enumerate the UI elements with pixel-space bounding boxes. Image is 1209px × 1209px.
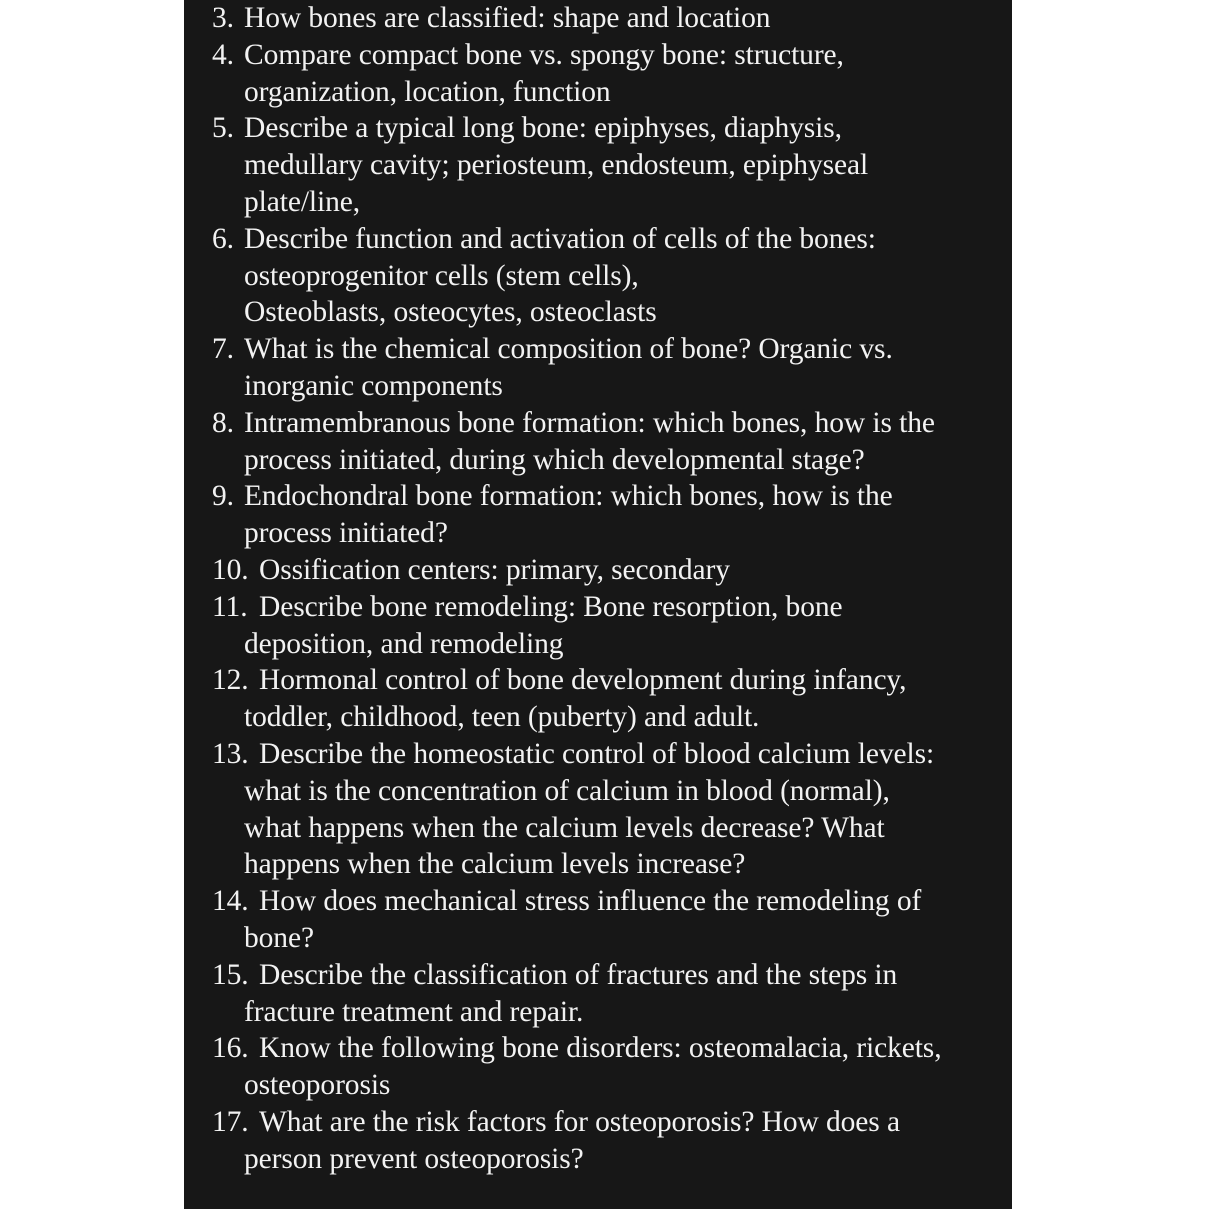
- item-number: 6.: [212, 222, 234, 255]
- list-item-10: [212, 552, 941, 589]
- list-item-13: [212, 736, 941, 883]
- list-item-6: [212, 221, 941, 331]
- item-text-line: Describe a typical long bone: epiphyses, diaphysis,: [244, 112, 842, 145]
- item-number: 16.: [212, 1032, 249, 1065]
- item-text-line: Hormonal control of bone development during infancy,: [259, 664, 907, 697]
- item-number: 14.: [212, 885, 249, 918]
- item-text-line: Compare compact bone vs. spongy bone: structure,: [244, 38, 844, 71]
- list-item-7: [212, 331, 941, 405]
- item-text-line: Know the following bone disorders: osteomalacia, rickets,: [259, 1032, 942, 1065]
- list-item-3: [212, 0, 941, 37]
- item-text-line: process initiated, during which developmental stage?: [244, 443, 865, 476]
- item-text-line: Describe the classification of fractures and the steps in: [259, 958, 898, 991]
- list-item-12: [212, 662, 941, 736]
- list-item-17: [212, 1104, 941, 1178]
- list-item-4: [212, 37, 941, 111]
- item-text-line: Describe bone remodeling: Bone resorption, bone: [259, 590, 843, 623]
- item-number: 15.: [212, 958, 249, 991]
- item-text-line: deposition, and remodeling: [244, 627, 564, 660]
- item-text-line: Intramembranous bone formation: which bones, how is the: [244, 406, 935, 439]
- item-text-line: Ossification centers: primary, secondary: [259, 553, 730, 586]
- item-text-line: Describe the homeostatic control of blood calcium levels:: [259, 737, 935, 770]
- item-number: 3.: [212, 2, 234, 34]
- item-number: 8.: [212, 406, 234, 439]
- list-item-14: [212, 883, 941, 957]
- list-item-5: [212, 110, 941, 220]
- item-text-line: How does mechanical stress influence the remodeling of: [259, 885, 922, 918]
- item-text-line: plate/line,: [244, 185, 361, 218]
- item-text-line: inorganic components: [244, 369, 503, 402]
- item-text-line: What are the risk factors for osteoporosis? How does a: [259, 1105, 900, 1138]
- item-text-line: what is the concentration of calcium in blood (normal),: [244, 774, 890, 807]
- item-number: 4.: [212, 38, 234, 71]
- list-item-15: [212, 957, 941, 1031]
- item-number: 7.: [212, 333, 234, 366]
- item-number: 13.: [212, 737, 249, 770]
- item-text-line: Describe function and activation of cells of the bones:: [244, 222, 876, 255]
- item-number: 17.: [212, 1105, 249, 1138]
- item-text-line: happens when the calcium levels increase?: [244, 848, 746, 881]
- item-text-line: process initiated?: [244, 517, 448, 550]
- item-text-line: Endochondral bone formation: which bones, how is the: [244, 480, 893, 513]
- item-number: 12.: [212, 664, 249, 697]
- item-text-line: toddler, childhood, teen (puberty) and adult.: [244, 701, 760, 734]
- study-question-list: [212, 0, 941, 1178]
- list-item-11: [212, 589, 941, 663]
- item-text-line: organization, location, function: [244, 75, 611, 108]
- item-text-line: what happens when the calcium levels decrease? What: [244, 811, 885, 844]
- document-page: [184, 0, 1012, 1209]
- list-item-9: [212, 478, 941, 552]
- item-number: 10.: [212, 553, 249, 586]
- item-text-line: medullary cavity; periosteum, endosteum, epiphyseal: [244, 149, 869, 182]
- list-item-16: [212, 1030, 941, 1104]
- item-number: 11.: [212, 590, 248, 623]
- item-text-line: person prevent osteoporosis?: [244, 1142, 584, 1175]
- list-item-8: [212, 405, 941, 479]
- item-text-line: Osteoblasts, osteocytes, osteoclasts: [244, 296, 657, 329]
- item-text-line: What is the chemical composition of bone? Organic vs.: [244, 333, 893, 366]
- item-number: 5.: [212, 112, 234, 145]
- item-text-line: osteoporosis: [244, 1069, 391, 1102]
- item-text-line: bone?: [244, 921, 314, 954]
- item-text-line: osteoprogenitor cells (stem cells),: [244, 259, 639, 292]
- item-text-line: How bones are classified: shape and location: [244, 2, 771, 34]
- item-text-line: fracture treatment and repair.: [244, 995, 584, 1028]
- item-number: 9.: [212, 480, 234, 513]
